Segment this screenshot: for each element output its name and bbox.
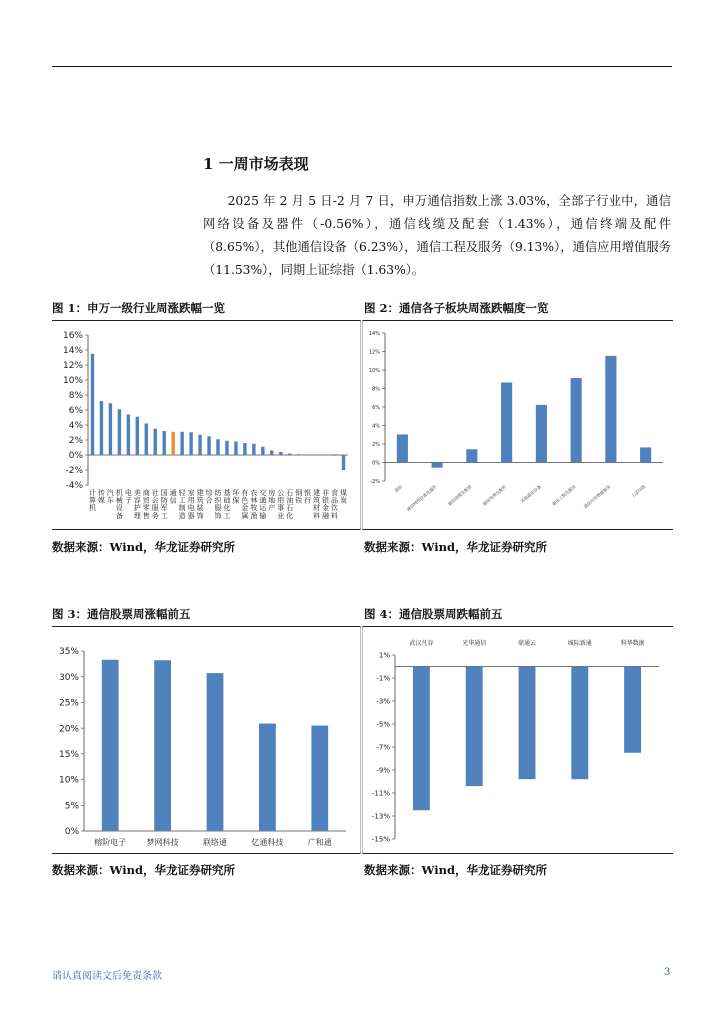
fig2-box [362,320,673,530]
fig3-y-tick-label: 5% [64,801,79,812]
fig2-bar-3 [501,382,512,462]
fig2-x-label-5: 通信工程及服务 [551,483,577,507]
fig3-bar-0 [102,660,119,831]
fig4-x-label-2: 鼎通云 [517,640,537,647]
fig1-bar-1 [100,401,103,455]
fig2-x-label-1: 通信网络设备及器件 [405,483,438,513]
fig3-box [52,626,361,854]
fig1-x-label-3: 机械设备 [115,489,123,520]
fig2-chart [363,321,673,529]
fig3-chart [52,627,360,853]
fig1-x-label-7: 社会服务 [151,489,159,520]
fig1-y-tick-label: -4% [65,481,83,492]
fig2-bar-2 [466,449,477,462]
fig4-box [362,626,673,854]
fig1-x-label-22: 石油石化 [286,489,294,520]
fig4-source: 数据来源：Wind，华龙证券研究所 [364,863,547,877]
fig3-bar-3 [259,724,276,831]
fig2-bar-6 [605,356,616,463]
fig1-x-label-19: 交通运输 [259,489,267,520]
fig2-bar-0 [397,434,408,462]
fig1-x-label-23: 钢铁 [295,489,303,505]
fig2-title: 图 2：通信各子板块周涨跌幅度一览 [364,301,549,315]
fig1-x-label-27: 食品饮料 [331,489,339,520]
fig1-bar-11 [189,432,192,455]
fig3-y-tick-label: 15% [58,750,79,761]
fig1-source: 数据来源：Wind，华龙证券研究所 [52,540,235,554]
fig1-x-label-17: 有色金属 [241,489,249,520]
fig4-title: 图 4：通信股票周跌幅前五 [364,607,503,621]
fig2-y-tick-label: 14% [368,330,380,337]
fig3-y-tick-label: 0% [64,827,79,838]
fig4-x-label-0: 武汉凡谷 [409,640,434,647]
fig1-bar-22 [288,454,291,456]
fig1-x-label-15: 基础化工 [223,489,231,520]
fig1-bar-23 [297,454,300,455]
fig1-x-label-14: 纺织服饰 [214,489,222,520]
fig1-x-label-26: 非银金融 [322,489,330,520]
fig3-x-label-0: 榕阶电子 [94,838,127,847]
page-number: 3 [664,967,671,978]
fig1-x-label-18: 农林牧渔 [250,489,258,520]
fig1-bar-15 [225,441,228,455]
fig4-bar-1 [466,667,483,787]
fig1-bar-2 [109,403,112,455]
fig1-y-tick-label: 2% [68,436,83,447]
fig3-bar-2 [207,673,224,831]
fig3-source: 数据来源：Wind，华龙证券研究所 [52,863,235,877]
fig1-y-tick-label: 14% [62,346,83,357]
fig1-y-tick-label: 0% [68,451,83,462]
fig1-bar-0 [91,354,94,455]
fig4-y-tick-label: -11% [371,789,390,798]
fig1-bar-7 [154,429,157,455]
fig2-y-tick-label: 8% [372,386,380,393]
fig4-y-tick-label: -5% [376,720,390,729]
fig2-x-label-7: 上证综指 [630,483,647,499]
fig1-x-label-13: 综合 [205,489,213,505]
fig1-y-tick-label: -2% [65,466,83,477]
fig2-y-tick-label: 4% [372,423,380,430]
fig1-x-label-5: 美容护理 [133,489,141,520]
fig1-y-tick-label: 8% [68,391,83,402]
fig1-x-label-25: 建筑材料 [313,489,321,520]
fig2-x-label-2: 通信线缆及配套 [446,483,473,507]
fig1-bar-28 [342,455,345,470]
fig1-bar-5 [136,417,139,455]
fig4-bar-4 [624,667,641,753]
fig1-bar-13 [207,436,210,455]
fig2-x-label-4: 其他通信设备 [519,483,543,504]
fig1-x-label-20: 房地产 [268,489,276,513]
fig3-x-label-1: 梦网科技 [146,838,179,847]
fig2-y-tick-label: 10% [368,367,380,374]
fig1-bar-6 [145,424,148,456]
fig4-y-tick-label: -1% [376,674,390,683]
fig1-x-label-0: 计算机 [88,489,96,513]
fig4-bar-0 [413,667,430,811]
fig4-y-tick-label: -13% [371,812,390,821]
fig1-x-label-4: 电子 [124,489,132,505]
fig4-bar-2 [519,667,536,780]
fig2-y-tick-label: 0% [372,460,380,467]
fig1-bar-8 [163,431,166,455]
fig1-x-label-24: 银行 [304,489,312,505]
fig2-source: 数据来源：Wind，华龙证券研究所 [364,540,547,554]
fig1-x-label-9: 通信 [169,489,177,505]
fig1-title: 图 1：申万一级行业周涨跌幅一览 [52,301,226,315]
fig4-x-label-4: 科华数据 [620,640,645,647]
fig1-bar-12 [198,435,201,455]
fig1-box [52,320,361,530]
fig1-bar-18 [252,444,255,455]
fig1-bar-20 [270,451,273,456]
fig4-y-tick-label: 1% [378,651,390,660]
fig1-y-tick-label: 12% [62,361,83,372]
summary-text: 2025 年 2 月 5 日-2 月 7 日，申万通信指数上涨 3.03%，全部子行业中，通信网络设备及器件（-0.56%），通信线缆及配套（1.43%），通信终端及配件（8.65%），其他通信设备（6.23%），通信工程及服务（9.13%），通信应用增值服务（11.53%），同期上证综指（1.63%）。 [203,194,671,277]
header-rule [52,66,672,67]
fig4-y-tick-label: -3% [376,697,390,706]
fig1-x-label-6: 商贸零售 [142,489,150,520]
fig1-chart [52,321,360,529]
fig3-y-tick-label: 30% [58,672,79,683]
fig1-y-tick-label: 4% [68,421,83,432]
fig2-x-label-6: 通信应用增值服务 [582,483,612,510]
fig1-x-label-11: 家用电器 [187,489,195,520]
fig2-bar-1 [432,463,443,468]
fig3-bar-4 [311,726,328,831]
fig1-x-label-10: 轻工制造 [178,489,186,520]
fig2-bar-7 [640,447,651,462]
fig1-x-label-12: 建筑装饰 [196,489,204,520]
fig1-x-label-8: 国防军工 [160,489,168,520]
fig4-y-tick-label: -7% [376,743,390,752]
fig1-x-label-16: 环保 [232,489,240,505]
fig2-y-tick-label: 2% [372,441,380,448]
fig4-y-tick-label: -9% [376,766,390,775]
fig3-title: 图 3：通信股票周涨幅前五 [52,607,191,621]
fig1-bar-3 [118,409,121,455]
fig4-x-label-1: 光华通信 [462,640,487,647]
section-title: 1 一周市场表现 [203,155,309,173]
fig1-bar-19 [261,447,264,455]
fig1-y-tick-label: 16% [62,331,83,342]
fig1-bar-10 [180,432,183,455]
fig1-bar-17 [243,443,246,455]
footer-disclaimer: 请认真阅读文后免责条款 [52,971,162,982]
fig4-x-label-3: 城际新通 [567,640,592,647]
fig2-y-tick-label: 6% [372,404,380,411]
fig4-y-tick-label: -15% [371,835,390,844]
fig1-x-label-2: 汽车 [106,489,114,505]
fig1-y-tick-label: 6% [68,406,83,417]
fig1-bar-16 [234,442,237,456]
fig3-y-tick-label: 35% [58,647,79,658]
fig4-bar-3 [571,667,588,780]
fig3-x-label-3: 亿通科技 [251,838,284,847]
fig1-x-label-28: 煤炭 [340,489,348,505]
fig3-y-tick-label: 20% [58,724,79,735]
fig2-bar-5 [571,378,582,462]
fig3-bar-1 [154,660,171,831]
fig2-y-tick-label: -2% [370,478,380,485]
fig1-bar-9 [171,432,174,455]
fig2-y-tick-label: 12% [368,349,380,356]
fig1-bar-21 [279,452,282,455]
fig3-x-label-2: 联络通 [203,838,227,847]
fig1-bar-4 [127,415,130,456]
summary-paragraph [203,190,671,282]
fig3-x-label-4: 广和通 [307,838,332,847]
fig3-y-tick-label: 10% [58,775,79,786]
fig1-bar-14 [216,439,219,455]
fig1-y-tick-label: 10% [62,376,83,387]
fig1-x-label-21: 公用事业 [277,489,285,520]
fig1-x-label-1: 传媒 [97,489,105,505]
fig3-y-tick-label: 25% [58,698,79,709]
fig2-x-label-3: 通信终端及配件 [481,483,508,507]
fig2-x-label-0: 通信 [393,483,404,494]
fig2-bar-4 [536,405,547,463]
fig1-bar-27 [333,455,336,456]
fig4-chart [363,627,673,853]
